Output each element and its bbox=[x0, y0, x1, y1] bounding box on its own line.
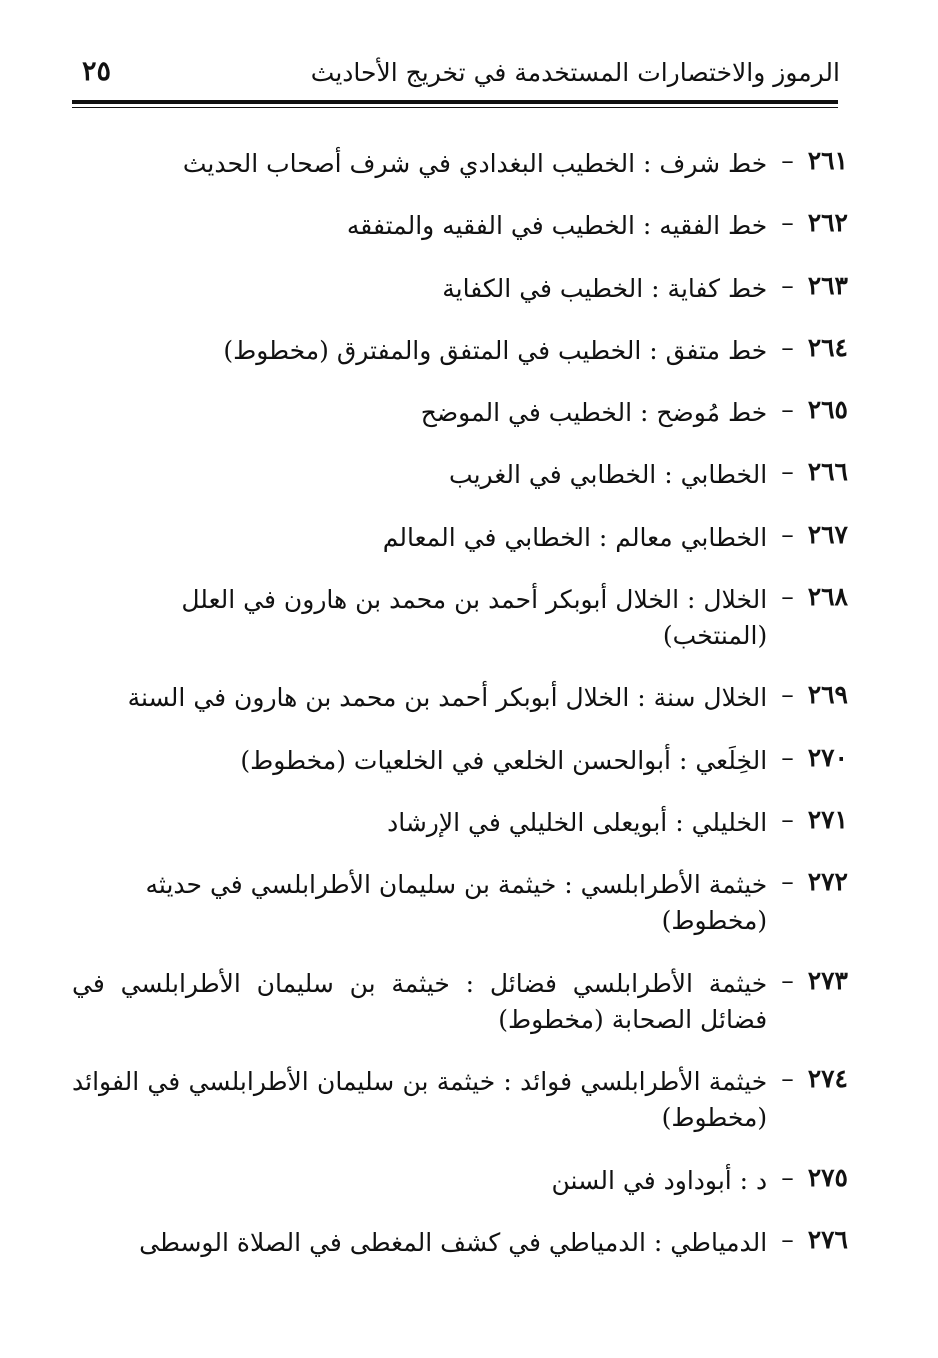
list-entry-273 bbox=[72, 966, 848, 1039]
entry-dash: – bbox=[781, 867, 794, 896]
entry-text: الخلال : الخلال أبوبكر أحمد بن محمد بن هارون في العلل (المنتخب) bbox=[181, 584, 768, 650]
list-entry-262 bbox=[72, 208, 848, 244]
entry-number: ٢٦٨ bbox=[807, 581, 848, 611]
entry-dash: – bbox=[781, 581, 794, 611]
list-entry-276 bbox=[72, 1225, 848, 1261]
list-entry-275 bbox=[72, 1163, 848, 1199]
list-entry-261 bbox=[72, 146, 848, 182]
list-entry-267 bbox=[72, 520, 848, 556]
entry-dash: – bbox=[781, 395, 794, 424]
entry-dash: – bbox=[781, 146, 794, 175]
page-number: ٢٥ bbox=[82, 56, 112, 87]
header-rule-thin bbox=[72, 107, 838, 108]
entry-dash: – bbox=[781, 742, 794, 772]
list-entry-268 bbox=[72, 582, 848, 655]
entry-text: الخليلي : أبويعلى الخليلي في الإرشاد bbox=[387, 807, 768, 837]
entry-number: ٢٧٢ bbox=[807, 867, 848, 896]
list-entry-265 bbox=[72, 395, 848, 431]
entry-number: ٢٦٢ bbox=[807, 208, 848, 238]
entry-text: خيثمة الأطرابلسي : خيثمة بن سليمان الأطرابلسي في حديثه (مخطوط) bbox=[145, 870, 768, 936]
list-entry-264 bbox=[72, 333, 848, 369]
entry-number: ٢٧٦ bbox=[807, 1224, 848, 1254]
entry-number: ٢٦٥ bbox=[807, 395, 848, 424]
entry-number: ٢٦٩ bbox=[807, 680, 848, 710]
list-entry-270 bbox=[72, 743, 848, 779]
entry-number: ٢٦٣ bbox=[807, 270, 848, 300]
page-header bbox=[72, 52, 840, 96]
entry-number: ٢٦١ bbox=[807, 146, 848, 175]
entry-dash: – bbox=[781, 457, 794, 487]
list-entry-263 bbox=[72, 271, 848, 307]
entry-dash: – bbox=[781, 208, 794, 238]
entry-text: خط شرف : الخطيب البغدادي في شرف أصحاب الحديث bbox=[182, 149, 768, 178]
entry-text: خيثمة الأطرابلسي فوائد : خيثمة بن سليمان الأطرابلسي في الفوائد (مخطوط) bbox=[72, 1067, 768, 1133]
entry-text: خط مُوضح : الخطيب في الموضح bbox=[420, 398, 768, 427]
abbreviation-list bbox=[72, 146, 848, 1287]
entry-number: ٢٧١ bbox=[807, 804, 848, 834]
entry-text: خط الفقيه : الخطيب في الفقيه والمتفقه bbox=[346, 211, 768, 241]
entry-dash: – bbox=[781, 270, 794, 300]
entry-text: خط كفاية : الخطيب في الكفاية bbox=[442, 273, 768, 303]
list-entry-271 bbox=[72, 805, 848, 841]
entry-dash: – bbox=[781, 1162, 794, 1192]
entry-number: ٢٧٤ bbox=[807, 1064, 848, 1093]
entry-text: خط متفق : الخطيب في المتفق والمفترق (مخطوط) bbox=[223, 335, 768, 365]
entry-text: الدمياطي : الدمياطي في كشف المغطى في الصلاة الوسطى bbox=[139, 1227, 768, 1257]
entry-dash: – bbox=[781, 1064, 794, 1093]
entry-number: ٢٦٧ bbox=[807, 519, 848, 549]
list-entry-274 bbox=[72, 1064, 848, 1137]
entry-number: ٢٦٤ bbox=[807, 332, 848, 362]
entry-text: الخِلَعي : أبوالحسن الخلعي في الخلعيات (مخطوط) bbox=[240, 745, 768, 775]
entry-text: د : أبوداود في السنن bbox=[551, 1165, 768, 1195]
entry-number: ٢٧٣ bbox=[807, 965, 848, 995]
entry-number: ٢٧٠ bbox=[807, 742, 848, 772]
entry-dash: – bbox=[781, 519, 794, 549]
list-entry-272 bbox=[72, 867, 848, 940]
entry-text: الخلال سنة : الخلال أبوبكر أحمد بن محمد بن هارون في السنة bbox=[127, 683, 768, 713]
list-entry-269 bbox=[72, 680, 848, 716]
entry-text: الخطابي معالم : الخطابي في المعالم bbox=[382, 522, 768, 552]
entry-dash: – bbox=[781, 804, 794, 834]
entry-text: الخطابي : الخطابي في الغريب bbox=[449, 460, 768, 490]
entry-dash: – bbox=[781, 332, 794, 362]
entry-text: خيثمة الأطرابلسي فضائل : خيثمة بن سليمان الأطرابلسي في فضائل الصحابة (مخطوط) bbox=[72, 968, 768, 1034]
entry-dash: – bbox=[781, 1224, 794, 1254]
running-title: الرموز والاختصارات المستخدمة في تخريج الأحاديث bbox=[310, 58, 840, 87]
list-entry-266 bbox=[72, 457, 848, 493]
header-rule-thick bbox=[72, 100, 838, 104]
entry-dash: – bbox=[781, 680, 794, 710]
entry-number: ٢٦٦ bbox=[807, 457, 848, 487]
entry-dash: – bbox=[781, 965, 794, 995]
entry-number: ٢٧٥ bbox=[807, 1162, 848, 1192]
